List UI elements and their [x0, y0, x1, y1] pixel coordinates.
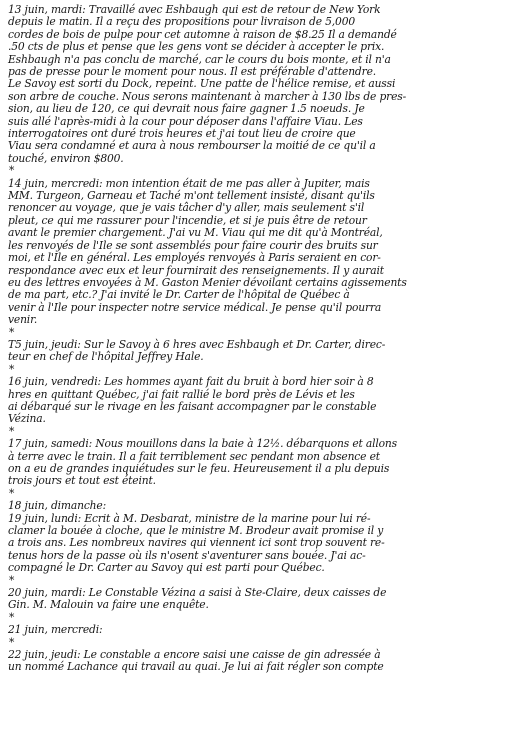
diary-entry-22-juin	[8, 649, 509, 674]
text-line: 20 juin, mardi: Le Constable Vézina a saisi à Ste-Claire, deux caisses de	[8, 586, 387, 599]
diary-entry-15-juin	[8, 339, 509, 364]
text-line: moi, et l'Ile en général. Les employés renvoyés à Paris seraient en cor-	[8, 251, 381, 265]
diary-entry-16-juin	[8, 376, 509, 426]
diary-entry-14-juin	[8, 178, 509, 327]
text-line: 16 juin, vendredi: Les hommes ayant fait du bruit à bord hier soir à 8	[8, 375, 374, 389]
text-line: 22 juin, jeudi: Le constable a encore saisi une caisse de gin adressée à	[8, 648, 381, 661]
entry-separator: *	[9, 635, 15, 649]
text-line: suis allé l'après-midi à la cour pour déposer dans l'affaire Viau. Les	[8, 114, 363, 128]
text-line: à terre avec le train. Il a fait terriblement sec pendant mon absence et	[8, 449, 380, 463]
text-line: les renvoyés de l'Ile se sont assemblés pour faire courir des bruits sur	[8, 238, 378, 252]
text-line: hres en quittant Québec, j'ai fait rallié le bord près de Lévis et les	[8, 387, 355, 401]
text-line: 14 juin, mercredi: mon intention était de me pas aller à Jupiter, mais	[8, 176, 370, 190]
text-line: 17 juin, samedi: Nous mouillons dans la baie à 12½. débarquons et allons	[8, 437, 398, 451]
entry-separator: *	[9, 486, 15, 500]
text-line: sion, au lieu de 120, ce qui devrait nous faire gagner 1.5 noeuds. Je	[8, 102, 365, 116]
text-line: pleut, ce qui me rassurer pour l'incendie, et si je puis être de retour	[8, 213, 367, 227]
entry-separator: *	[9, 610, 15, 624]
text-line: son arbre de couche. Nous serons maintenant à marcher à 130 lbs de pres-	[8, 89, 407, 103]
text-line: 21 juin, mercredi:	[8, 623, 103, 637]
entry-separator: *	[9, 164, 15, 178]
text-line: Viau sera condamné et aura à nous rembourser la moitié de ce qu'il a	[8, 139, 376, 153]
text-line: 13 juin, mardi: Travaillé avec Eshbaugh qui est de retour de New York	[8, 3, 381, 16]
text-line: interrogatoires ont duré trois heures et j'ai tout lieu de croire que	[8, 127, 356, 141]
entry-separator: *	[9, 573, 15, 587]
entry-separator: *	[9, 424, 15, 438]
text-line: Gin. M. Malouin va faire une enquête.	[8, 598, 209, 612]
text-line: 19 juin, lundi: Ecrit à M. Desbarat, ministre de la marine pour lui ré-	[8, 511, 371, 525]
diary-entry-17-juin	[8, 438, 509, 488]
text-line: renoncer au voyage, que je vais tâcher d'y aller, mais seulement s'il	[8, 201, 365, 215]
text-line: eu des lettres envoyées à M. Gaston Menier dévoilant certains agissements	[8, 275, 407, 289]
diary-entry-13-juin	[8, 4, 509, 165]
text-line: compagné le Dr. Carter au Savoy qui est parti pour Québec.	[8, 561, 325, 575]
text-line: ai débarqué sur le rivage en les faisant accompagner par le constable	[8, 399, 377, 413]
text-line: on a eu de grandes inquiétudes sur le feu. Heureusement il a plu depuis	[8, 461, 390, 475]
text-line: T5 juin, jeudi: Sur le Savoy à 6 hres avec Eshbaugh et Dr. Carter, direc-	[8, 337, 386, 351]
entry-separator: *	[9, 325, 15, 339]
text-line: tenus hors de la passe où ils n'osent s'aventurer sans bouée. J'ai ac-	[8, 548, 366, 562]
text-line: avant le premier chargement. J'ai vu M. Viau qui me dit qu'à Montréal,	[8, 226, 383, 240]
text-line: venir.	[8, 313, 38, 327]
diary-entry-21-juin	[8, 624, 509, 636]
diary-entry-20-juin	[8, 587, 509, 612]
text-line: Eshbaugh n'a pas conclu de marché, car le cours du bois monte, et il n'a	[8, 52, 391, 66]
diary-entry-18-19-juin	[8, 500, 509, 574]
entry-separator: *	[9, 362, 15, 376]
text-line: clamer la bouée à cloche, que le ministre M. Brodeur avait promise il y	[8, 523, 384, 537]
text-line: un nommé Lachance qui travail au quai. Je lui ai fait régler son compte	[8, 660, 384, 674]
text-line: teur en chef de l'hôpital Jeffrey Hale.	[8, 350, 204, 364]
text-line: a trois ans. Les nombreux navires qui viennent ici sont trop souvent re-	[8, 536, 385, 550]
text-line: de ma part, etc.? J'ai invité le Dr. Carter de l'hôpital de Québec à	[8, 288, 350, 302]
text-line: touché, environ $800.	[8, 151, 124, 165]
text-line: venir à l'Ile pour inspecter notre service médical. Je pense qu'il pourra	[8, 300, 382, 314]
text-line: cordes de bois de pulpe pour cet automne à raison de $8.25 Il a demandé	[8, 27, 397, 41]
text-line: .50 cts de plus et pense que les gens vont se décider à accepter le prix.	[8, 40, 385, 54]
text-line: MM. Turgeon, Garneau et Taché m'ont tellement insisté, disant qu'ils	[8, 189, 375, 203]
text-line: trois jours et tout est éteint.	[8, 474, 156, 488]
text-line: depuis le matin. Il a reçu des propositions pour livraison de 5,000	[8, 15, 356, 29]
text-line: Vézina.	[8, 412, 46, 426]
text-line: pas de presse pour le moment pour nous. Il est préférable d'attendre.	[8, 65, 377, 79]
text-line: Le Savoy est sorti du Dock, repeint. Une patte de l'hélice remise, et aussi	[8, 77, 396, 91]
text-line: 18 juin, dimanche:	[8, 499, 107, 513]
text-line: respondance avec eux et leur fournirait des renseignements. Il y aurait	[8, 263, 384, 277]
